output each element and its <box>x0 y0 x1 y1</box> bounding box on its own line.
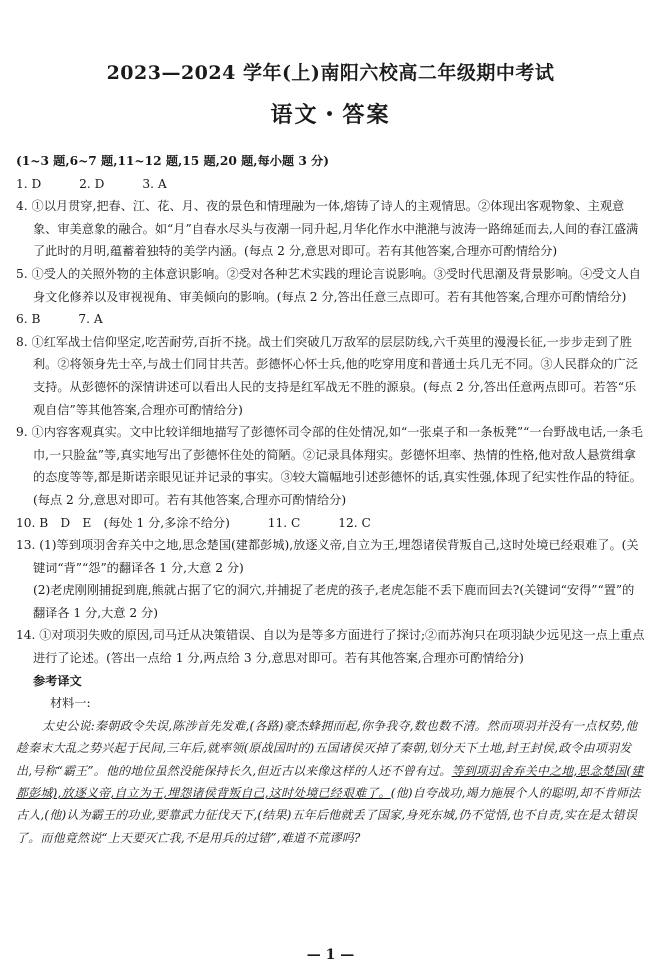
answer-7: 7. A <box>78 312 103 327</box>
answers-row-1-3 <box>16 173 646 196</box>
answer-9: 9. ①内容客观真实。文中比较详细地描写了彭德怀司令部的住处情况,如“一张桌子和一条板凳”“一台野战电话,一条毛巾,一只脸盆”等,真实地写出了彭德怀住处的简陋。②记录具体翔实。彭德怀坦率、热情的性格,他对敌人悬赏缉拿的态度等等,都是斯诺亲眼见证并记录的事实。③较大篇幅地引述彭德怀的话,真实性强,体现了纪实性作品的特征。(每点 2 分,意思对即可。若有其他答案,合理亦可酌情给分) <box>16 425 643 507</box>
page-subtitle: 语文・答案 <box>270 102 391 128</box>
answer-2: 2. D <box>79 176 105 191</box>
answers-row-6-7 <box>16 308 646 331</box>
answer-14: 14. ①对项羽失败的原因,司马迁从决策错误、自以为是等多方面进行了探讨;②而苏洵只在项羽缺少远见这一点上重点进行了论述。(答出一点给 1 分,两点给 3 分,意思对即可。若有其他答案,合理亦可酌情给分) <box>16 628 645 666</box>
answer-1: 1. D <box>16 176 42 191</box>
score-note: (1~3 题,6~7 题,11~12 题,15 题,20 题,每小题 3 分) <box>16 154 330 168</box>
translation-underlined-sentence: 等到项羽舍弃关中之地,思念楚国(建都彭城),放逐义帝,自立为王,埋怨诸侯背叛自己,这时处境已经艰难了。 <box>16 763 644 801</box>
answer-8: 8. ①红军战士信仰坚定,吃苦耐劳,百折不挠。战士们突破几万敌军的层层防线,六千英里的漫漫长征,一步步走到了胜利。②将领身先士卒,与战士们同甘共苦。彭德怀心怀士兵,他的吃穿用度和普通士兵几无不同。③人民群众的广泛支持。从彭德怀的深情讲述可以看出人民的支持是红军战无不胜的源泉。(每点 2 分,答出任意两点即可。若答“乐观自信”等其他答案,合理亦可酌情给分) <box>16 334 638 417</box>
answer-10: 10. B D E (每处 1 分,多涂不给分) <box>16 515 230 530</box>
page-title: 2023—2024 学年(上)南阳六校高二年级期中考试 <box>106 62 555 84</box>
material-one-title: 材料一: <box>50 696 91 711</box>
answer-content <box>16 150 646 849</box>
reference-translation-heading: 参考译文 <box>33 673 82 688</box>
answer-4: 4. ①以月贯穿,把春、江、花、月、夜的景色和情理融为一体,熔铸了诗人的主观情思。②体现出客观物象、主观意象、审美意象的融合。如“月”自春水尽头与夜潮一同升起,月华化作水中滟滟与波涛一路绵延而去,人间的春江盛满了此时的月明,蕴蓄着独特的美学内涵。(每点 2 分,意思对即可。若有其他答案,合理亦可酌情给分) <box>16 199 639 259</box>
answer-5: 5. ①受人的关照外物的主体意识影响。②受对各种艺术实践的理论言说影响。③受时代思潮及背景影响。④受文人自身文化修养以及审视视角、审美倾向的影响。(每点 2 分,答出任意三点即可。若有其他答案,合理亦可酌情给分) <box>16 266 641 304</box>
translation-part-2: (他)自夸战功,竭力施展个人的聪明,却不肯师法古人,(他)认为霸王的功业,要靠武力征伐天下,(结果)五年后他就丢了国家,身死东城,仍不觉悟,也不自责,实在是太错误了。而他竟然说“上天要灭亡我,不是用兵的过错”,难道不荒谬吗? <box>16 786 641 845</box>
answer-13-part-2: (2)老虎刚刚捕捉到鹿,熊就占据了它的洞穴,并捕捉了老虎的孩子,老虎怎能不丢下鹿而回去?(关键词“安得”“置”的翻译各 1 分,大意 2 分) <box>33 583 635 620</box>
answer-13-part-1: 13. (1)等到项羽舍弃关中之地,思念楚国(建都彭城),放逐义帝,自立为王,埋怨诸侯背叛自己,这时处境已经艰难了。(关键词“背”“怨”的翻译各 1 分,大意 2 分) <box>16 538 639 575</box>
answers-row-10-12 <box>16 512 646 535</box>
answer-6: 6. B <box>16 312 41 327</box>
translation-part-1: 太史公说:秦朝政令失误,陈涉首先发难,(各路)豪杰蜂拥而起,你争我夺,数也数不清。然而项羽并没有一点权势,他趁秦末大乱之势兴起于民间,三年后,就率领(原战国时的)五国诸侯灭掉了秦朝,划分天下土地,封王封侯,政令由项羽发出,号称“霸王”。他的地位虽然没能保持长久,但近古以来像这样的人还不曾有过。 <box>16 718 638 778</box>
page-number: — 1 — <box>306 947 355 963</box>
answer-11: 11. C <box>267 515 301 530</box>
answer-12: 12. C <box>338 515 371 530</box>
material-one-paragraph <box>16 715 646 849</box>
answer-3: 3. A <box>142 176 167 191</box>
